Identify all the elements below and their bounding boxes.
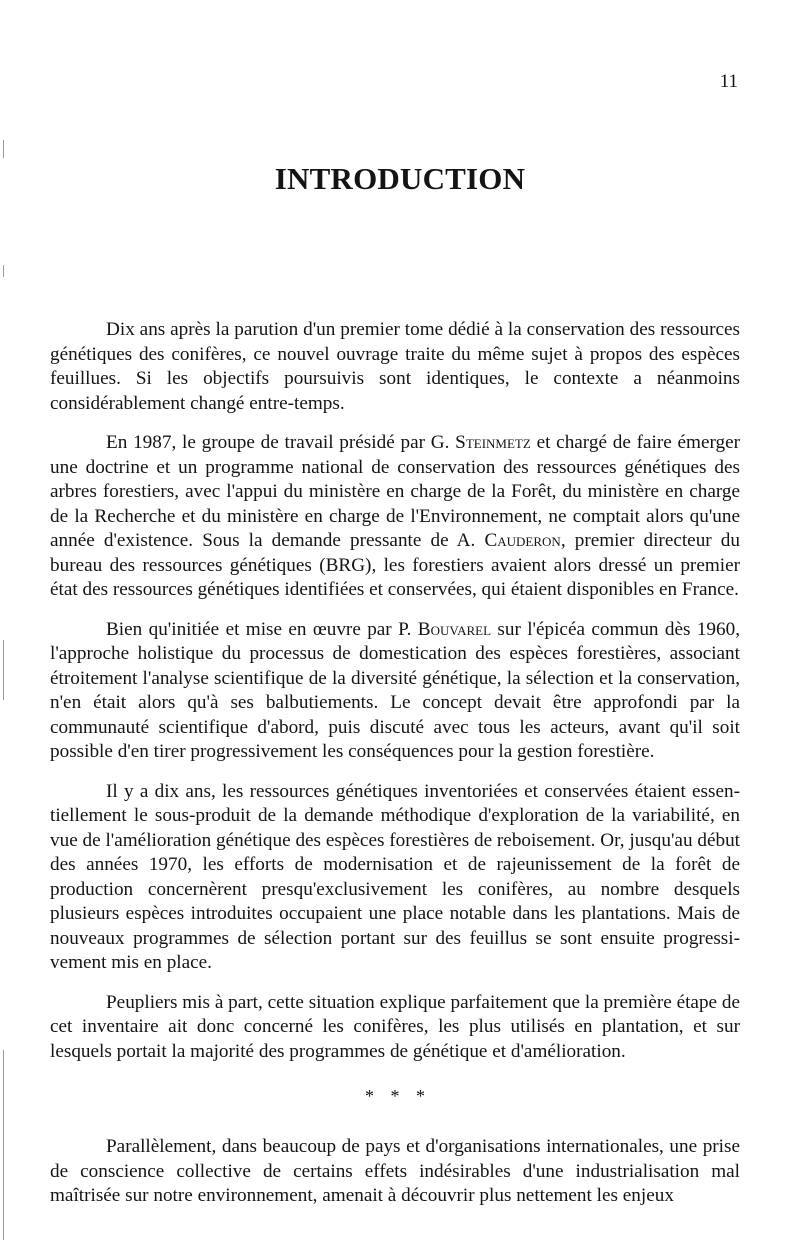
section-separator: * * * — [365, 1086, 431, 1106]
author-name-cauderon: Cauderon — [484, 530, 561, 551]
paragraph-3 — [50, 618, 740, 765]
author-name-steinmetz: Steinmetz — [455, 432, 531, 453]
paragraph-2-text-b: et chargé de faire émerger une doctrine et un programme national de conservation des ressources génétiques des arbres forestiers, avec l'appui du ministère en charge de la Forêt, du ministère en charge de la Recherche et du ministère en charge de l'Environnement, ne comptait alors qu'une année d'existence. Sous la demande pressante de A. — [50, 432, 740, 551]
paragraph-2-text-c: , premier directeur du bureau des ressources génétiques (BRG), les forestiers avaient alors dressé un premier état des ressources génétiques identifiées et conservées, qui étaient disponibles en France. — [50, 530, 740, 600]
paragraph-3-text-a: Bien qu'initiée et mise en œuvre par P. — [106, 618, 418, 640]
paragraph-5: Peupliers mis à part, cette situation explique parfaitement que la première étape de cet inventaire ait donc concerné les conifères, les plus utilisés en plantation, et sur lesquels portait la majorité des programmes de génétique et d'amélioration. — [50, 991, 740, 1062]
page-title: INTRODUCTION — [274, 161, 526, 196]
page-number: 11 — [719, 71, 738, 92]
body-text — [50, 318, 740, 1224]
paragraph-1: Dix ans après la parution d'un premier tome dédié à la conservation des ressources génétiques des conifères, ce nouvel ouvrage traite du même sujet à propos des espèces feuillues. Si les objectifs poursuivis sont identiques, le contexte a néanmoins considérablement changé entre-temps. — [50, 319, 740, 414]
paragraph-6: Parallèlement, dans beaucoup de pays et d'organisations internationales, une prise de conscience collective de certains effets indésirables d'une industrialisation mal maîtrisée sur notre environnement, amenait à découvrir plus nettement les enjeux — [50, 1136, 740, 1206]
paragraph-2 — [50, 431, 740, 603]
paragraph-3-text-b: sur l'épicéa commun dès 1960, l'approche holistique du processus de domestication des espèces forestières, associant étroitement l'analyse scientifique de la diversité génétique, la sélection et la conservation, n'en était alors qu'à ses balbutiements. Le concept devait être approfondi par la communauté scientifique d'abord, puis discuté avec tous les acteurs, avant qu'il soit possible d'en tirer progressivement les conséquences pour la gestion forestière. — [50, 618, 740, 762]
paragraph-2-text-a: En 1987, le groupe de travail présidé par G. — [106, 432, 456, 453]
author-name-bouvarel: Bouvarel — [417, 618, 492, 640]
paragraph-4: Il y a dix ans, les ressources génétiques inventoriées et conservées étaient essentiellement le sous-produit de la demande méthodique d'exploration de la variabilité, en vue de l'amélioration génétique des espèces forestières de reboisement. Or, jusqu'au début des années 1970, les efforts de modernisation et de rajeunissement de la forêt de production concernèrent presqu'exclusivement les conifères, au nombre desquels plusieurs espèces introduites occupaient une place notable dans les plantations. Mais de nouveaux programmes de sélection portant sur des feuillus se sont ensuite progressivement mis en place. — [50, 780, 740, 973]
